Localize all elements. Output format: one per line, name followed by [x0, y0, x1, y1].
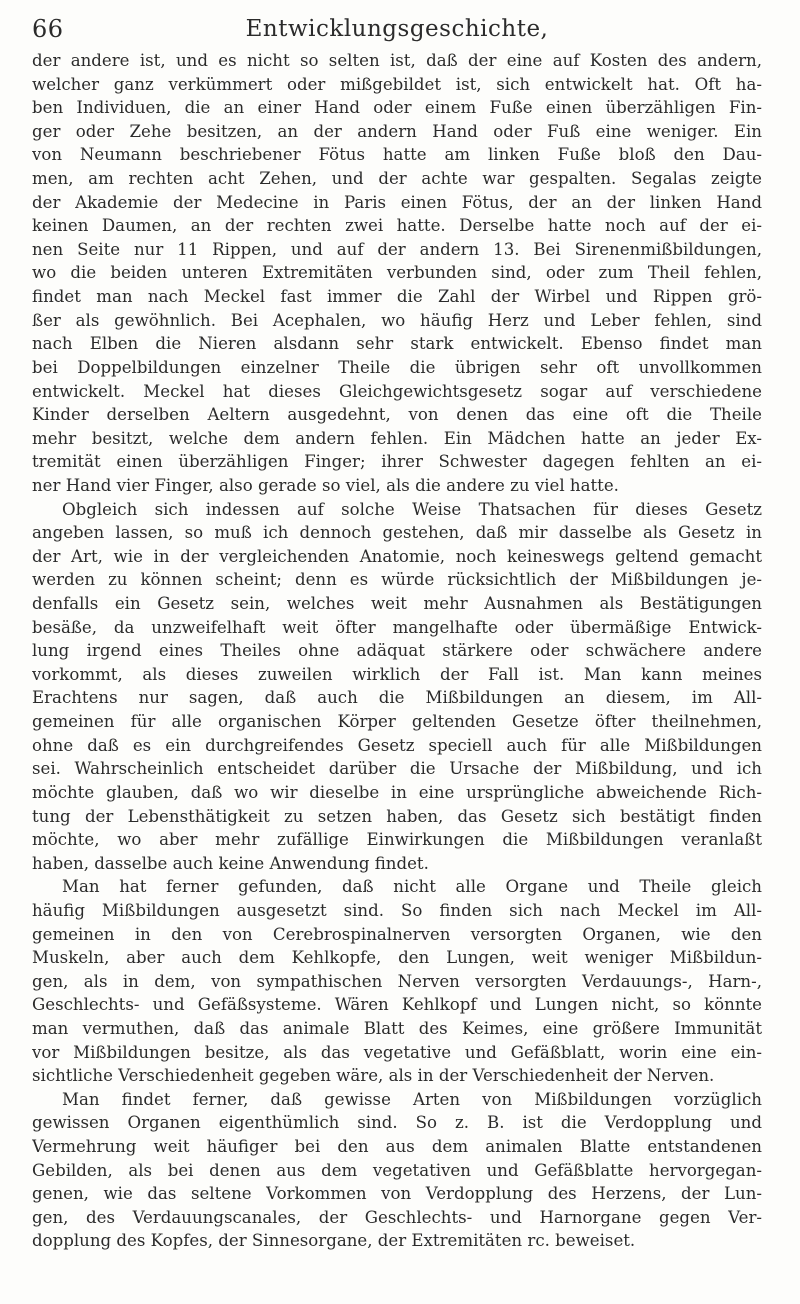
text-line: Gebilden, als bei denen aus dem vegetativen und Gefäßblatte hervorgegan-: [32, 1160, 762, 1180]
text-line: ben Individuen, die an einer Hand oder einem Fuße einen überzähligen Fin-: [32, 98, 762, 118]
text-line: ohne daß es ein durchgreifendes Gesetz speciell auch für alle Mißbildungen: [32, 735, 762, 755]
text-line: möchte glauben, daß wo wir dieselbe in eine ursprüngliche abweichende Rich-: [32, 782, 762, 802]
text-line: findet man nach Meckel fast immer die Zahl der Wirbel und Rippen grö-: [32, 287, 762, 307]
text-line: genen, wie das seltene Vorkommen von Verdopplung des Herzens, der Lun-: [32, 1184, 762, 1204]
text-line: dopplung des Kopfes, der Sinnesorgane, der Extremitäten rc. beweiset.: [32, 1231, 636, 1251]
text-line: vorkommt, als dieses zuweilen wirklich der Fall ist. Man kann meines: [32, 664, 762, 684]
text-line: möchte, wo aber mehr zufällige Einwirkungen die Mißbildungen veranlaßt: [32, 830, 762, 850]
text-line: Erachtens nur sagen, daß auch die Mißbildungen an diesem, im All-: [32, 688, 762, 708]
text-line: men, am rechten acht Zehen, und der achte war gespalten. Segalas zeigte: [32, 169, 762, 189]
text-line: Muskeln, aber auch dem Kehlkopfe, den Lungen, weit weniger Mißbildun-: [32, 948, 762, 968]
text-line: von Neumann beschriebener Fötus hatte am linken Fuße bloß den Dau-: [32, 145, 762, 165]
text-line: wo die beiden unteren Extremitäten verbunden sind, oder zum Theil fehlen,: [32, 263, 762, 283]
body-text: [32, 49, 762, 1253]
text-line: denfalls ein Gesetz sein, welches weit mehr Ausnahmen als Bestätigungen: [32, 594, 762, 614]
text-line: nach Elben die Nieren alsdann sehr stark entwickelt. Ebenso findet man: [32, 334, 762, 354]
text-line: sei. Wahrscheinlich entscheidet darüber die Ursache der Mißbildung, und ich: [32, 759, 762, 779]
text-line: der Art, wie in der vergleichenden Anatomie, noch keineswegs geltend gemacht: [32, 546, 762, 566]
text-line: bei Doppelbildungen einzelner Theile die übrigen sehr oft unvollkommen: [32, 357, 762, 377]
text-line: ner Hand vier Finger, also gerade so viel, als die andere zu viel hatte.: [32, 475, 619, 495]
text-line: Man hat ferner gefunden, daß nicht alle Organe und Theile gleich: [62, 877, 762, 897]
text-line: ßer als gewöhnlich. Bei Acephalen, wo häufig Herz und Leber fehlen, sind: [32, 310, 762, 330]
text-line: sichtliche Verschiedenheit gegeben wäre, als in der Verschiedenheit der Nerven.: [32, 1066, 715, 1086]
text-line: gemeinen für alle organischen Körper geltenden Gesetze öfter theilnehmen,: [32, 712, 762, 732]
text-line: haben, dasselbe auch keine Anwendung findet.: [32, 853, 429, 873]
text-line: ger oder Zehe besitzen, an der andern Hand oder Fuß eine weniger. Ein: [32, 121, 762, 141]
text-line: besäße, da unzweifelhaft weit öfter mangelhafte oder übermäßige Entwick-: [32, 617, 762, 637]
text-line: lung irgend eines Theiles ohne adäquat stärkere oder schwächere andere: [32, 641, 762, 661]
text-line: keinen Daumen, an der rechten zwei hatte. Derselbe hatte noch auf der ei-: [32, 216, 762, 236]
text-line: der andere ist, und es nicht so selten ist, daß der eine auf Kosten des andern,: [32, 51, 762, 70]
text-line: gewissen Organen eigenthümlich sind. So z. B. ist die Verdopplung und: [32, 1113, 762, 1133]
text-line: gen, als in dem, von sympathischen Nerven versorgten Verdauungs-, Harn-,: [32, 971, 762, 991]
running-head: Entwicklungsgeschichte,: [245, 16, 549, 42]
text-line: welcher ganz verkümmert oder mißgebildet ist, sich entwickelt hat. Oft ha-: [32, 74, 762, 94]
text-line: mehr besitzt, welche dem andern fehlen. Ein Mädchen hatte an jeder Ex-: [32, 428, 762, 448]
text-line: gemeinen in den von Cerebrospinalnerven versorgten Organen, wie den: [32, 924, 762, 944]
page-number: 66: [32, 15, 64, 43]
text-line: der Akademie der Medecine in Paris einen Fötus, der an der linken Hand: [32, 192, 762, 212]
text-line: tung der Lebensthätigkeit zu setzen haben, das Gesetz sich bestätigt finden: [32, 806, 762, 826]
text-line: Kinder derselben Aeltern ausgedehnt, von denen das eine oft die Theile: [32, 405, 762, 425]
text-line: Geschlechts- und Gefäßsysteme. Wären Kehlkopf und Lungen nicht, so könnte: [32, 995, 762, 1015]
text-line: tremität einen überzähligen Finger; ihrer Schwester dagegen fehlten an ei-: [32, 452, 762, 472]
text-line: entwickelt. Meckel hat dieses Gleichgewichtsgesetz sogar auf verschiedene: [32, 381, 762, 401]
text-line: werden zu können scheint; denn es würde rücksichtlich der Mißbildungen je-: [32, 570, 762, 590]
text-line: vor Mißbildungen besitze, als das vegetative und Gefäßblatt, worin eine ein-: [32, 1042, 762, 1062]
text-line: Vermehrung weit häufiger bei den aus dem animalen Blatte entstandenen: [32, 1137, 762, 1157]
text-line: Obgleich sich indessen auf solche Weise Thatsachen für dieses Gesetz: [62, 499, 762, 519]
text-line: gen, des Verdauungscanales, der Geschlechts- und Harnorgane gegen Ver-: [32, 1207, 762, 1227]
text-line: häufig Mißbildungen ausgesetzt sind. So finden sich nach Meckel im All-: [32, 900, 762, 920]
text-line: nen Seite nur 11 Rippen, und auf der andern 13. Bei Sirenenmißbildungen,: [32, 239, 762, 259]
page-header: [32, 14, 762, 44]
text-line: Man findet ferner, daß gewisse Arten von Mißbildungen vorzüglich: [62, 1089, 762, 1109]
text-line: angeben lassen, so muß ich dennoch gestehen, daß mir dasselbe als Gesetz in: [32, 523, 762, 543]
text-line: man vermuthen, daß das animale Blatt des Keimes, eine größere Immunität: [32, 1018, 762, 1038]
